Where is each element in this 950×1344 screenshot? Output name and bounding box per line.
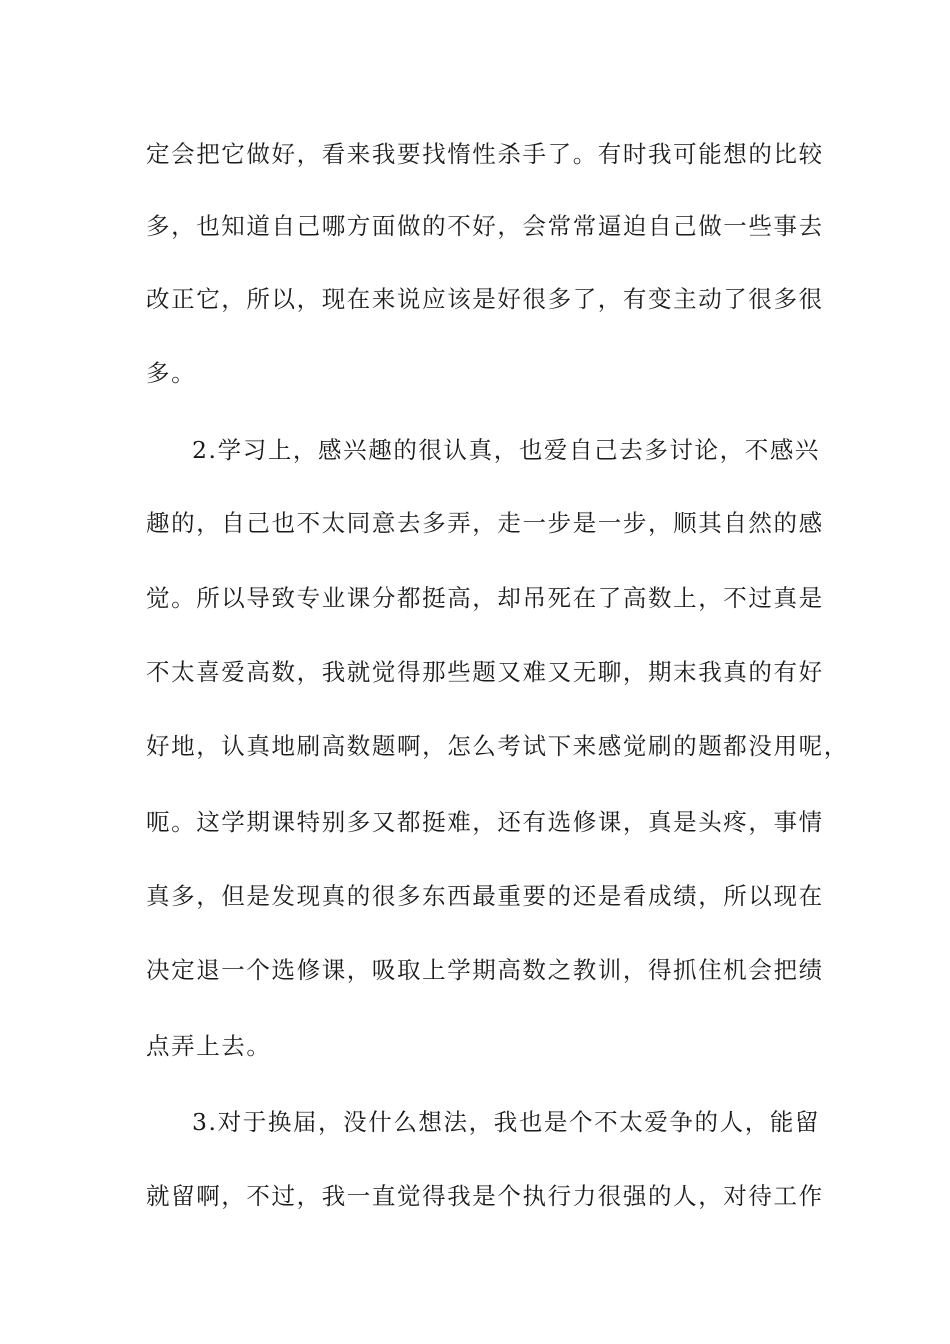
text-line: 趣的，自己也不太同意去多弄，走一步是一步，顺其自然的感: [146, 509, 824, 537]
text-line: 多。: [146, 359, 197, 387]
text-line: 决定退一个选修课，吸取上学期高数之教训，得抓住机会把绩: [146, 956, 824, 984]
text-line: 不太喜爱高数，我就觉得那些题又难又无聊，期末我真的有好: [146, 658, 824, 686]
paragraph-start-line: 2.学习上，感兴趣的很认真，也爱自己去多讨论，不感兴: [192, 436, 821, 464]
text-line: 定会把它做好，看来我要找惰性杀手了。有时我可能想的比较: [146, 140, 824, 168]
text-line: 好地，认真地刷高数题啊，怎么考试下来感觉刷的题都没用呢，: [146, 732, 849, 760]
text-line: 多，也知道自己哪方面做的不好，会常常逼迫自己做一些事去: [146, 212, 824, 240]
text-line: 改正它，所以，现在来说应该是好很多了，有变主动了很多很: [146, 285, 824, 313]
paragraph-start-line: 3.对于换届，没什么想法，我也是个不太爱争的人，能留: [192, 1108, 821, 1136]
text-line: 真多，但是发现真的很多东西最重要的还是看成绩，所以现在: [146, 882, 824, 910]
text-line: 呃。这学期课特别多又都挺难，还有选修课，真是头疼，事情: [146, 808, 824, 836]
text-line: 觉。所以导致专业课分都挺高，却吊死在了高数上，不过真是: [146, 584, 824, 612]
text-line: 点弄上去。: [146, 1032, 272, 1060]
text-line: 就留啊，不过，我一直觉得我是个执行力很强的人，对待工作: [146, 1182, 824, 1210]
